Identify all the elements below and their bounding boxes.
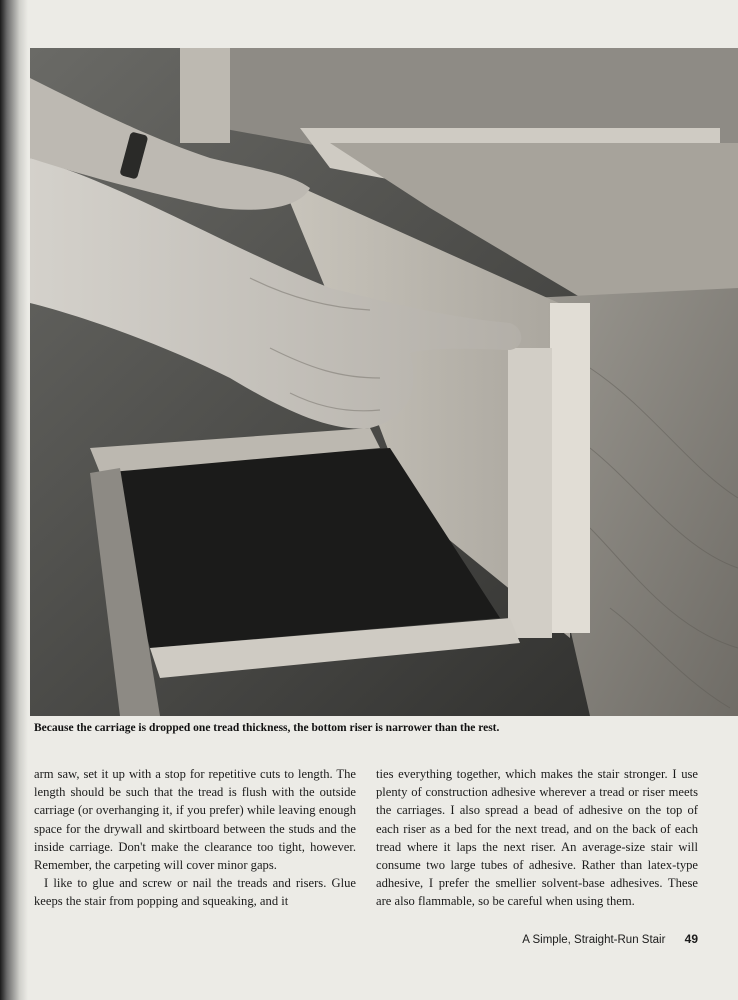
footer-title: A Simple, Straight-Run Stair (522, 934, 666, 946)
paragraph: arm saw, set it up with a stop for repetitive cuts to length. The length should be such that the tread is flush with the outside carriage (or overhanging it, if you prefer) while leaving enough space for the drywall and skirtboard between the studs and the inside carriage. Don't make the clearance too tight, however. Remember, the carpeting will cover minor gaps. (34, 767, 356, 873)
photo-illustration (30, 48, 738, 716)
page-number: 49 (684, 932, 698, 946)
body-column-right (376, 765, 698, 911)
paragraph: ties everything together, which makes the stair stronger. I use plenty of construction adhesive wherever a tread or riser meets the carriages. I also spread a bead of adhesive on the top of each riser as a bed for the next tread, and on the back of each tread where it laps the next riser. An average-size stair will consume two large tubes of adhesive. Rather than latex-type adhesive, I prefer the smellier solvent-base adhesives. These are also flammable, so be careful when using them. (376, 767, 698, 909)
bottom-riser-edge (508, 348, 552, 638)
page-gutter-shadow (0, 0, 28, 1000)
post (180, 48, 230, 143)
body-column-left (34, 765, 356, 911)
photo-caption: Because the carriage is dropped one tread thickness, the bottom riser is narrower than the rest. (34, 722, 500, 734)
paragraph: I like to glue and screw or nail the treads and risers. Glue keeps the stair from popping and squeaking, and it (34, 876, 356, 909)
riser-edge (550, 303, 590, 633)
running-footer (522, 932, 698, 946)
photo (30, 48, 738, 716)
